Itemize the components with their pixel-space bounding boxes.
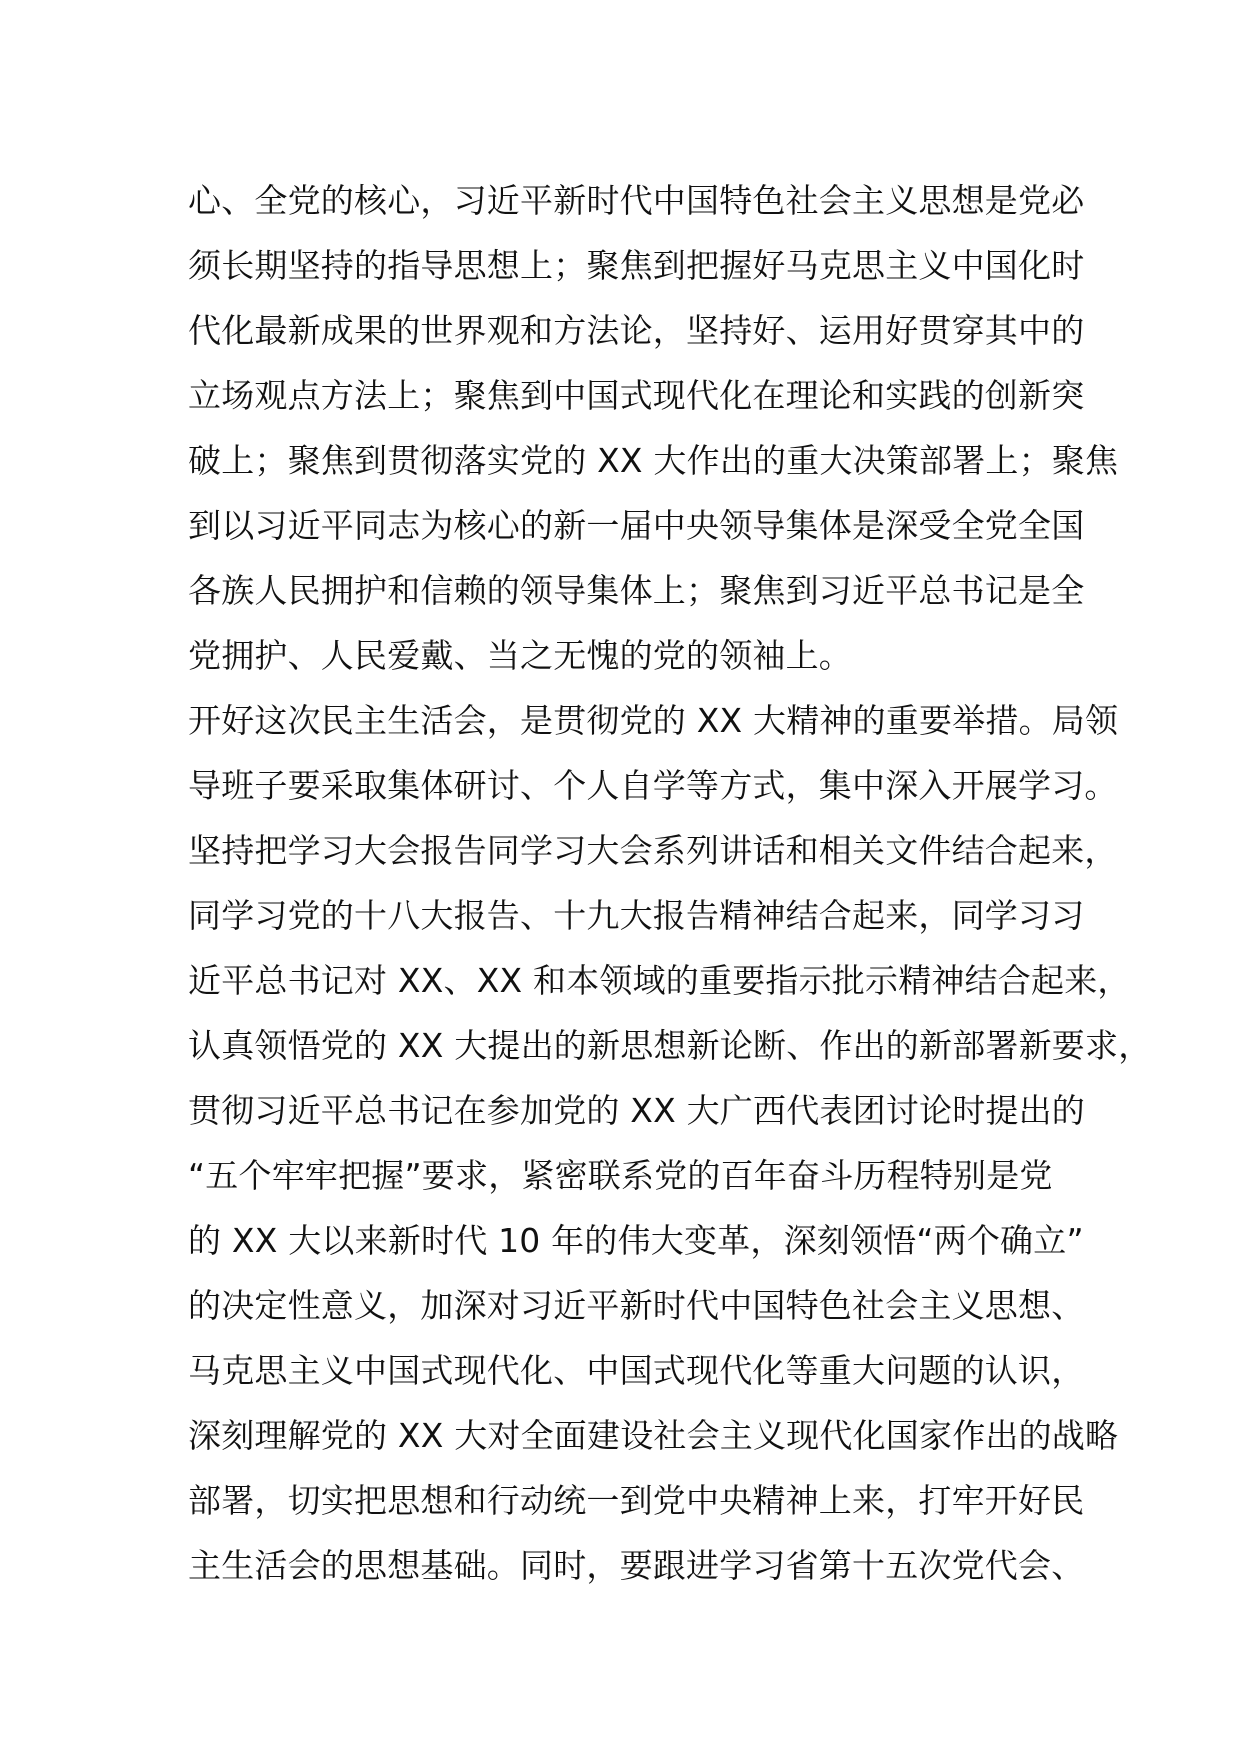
- text-line: 党拥护、人民爱戴、当之无愧的党的领袖上。: [188, 636, 852, 675]
- text-line: 导班子要采取集体研讨、个人自学等方式，集中深入开展学习。: [188, 766, 1118, 805]
- text-line: 马克思主义中国式现代化、中国式现代化等重大问题的认识，: [188, 1351, 1085, 1390]
- text-line: 各族人民拥护和信赖的领导集体上；聚焦到习近平总书记是全: [188, 571, 1085, 610]
- text-line: 代化最新成果的世界观和方法论，坚持好、运用好贯穿其中的: [188, 311, 1085, 350]
- body-text: [188, 168, 1152, 1598]
- text-line: “五个牢牢把握”要求，紧密联系党的百年奋斗历程特别是党: [188, 1156, 1053, 1195]
- text-line: 破上；聚焦到贯彻落实党的 XX 大作出的重大决策部署上；聚焦: [188, 441, 1119, 480]
- text-line: 深刻理解党的 XX 大对全面建设社会主义现代化国家作出的战略: [188, 1416, 1119, 1455]
- text-line: 同学习党的十八大报告、十九大报告精神结合起来，同学习习: [188, 896, 1085, 935]
- text-line: 近平总书记对 XX、XX 和本领域的重要指示批示精神结合起来，: [188, 961, 1131, 1000]
- text-line: 到以习近平同志为核心的新一届中央领导集体是深受全党全国: [188, 506, 1085, 545]
- text-line: 开好这次民主生活会，是贯彻党的 XX 大精神的重要举措。局领: [188, 701, 1119, 740]
- text-line: 的 XX 大以来新时代 10 年的伟大变革，深刻领悟“两个确立”: [188, 1221, 1084, 1260]
- text-line: 立场观点方法上；聚焦到中国式现代化在理论和实践的创新突: [188, 376, 1085, 415]
- text-line: 部署，切实把思想和行动统一到党中央精神上来，打牢开好民: [188, 1481, 1085, 1520]
- text-line: 须长期坚持的指导思想上；聚焦到把握好马克思主义中国化时: [188, 246, 1085, 285]
- text-line: 心、全党的核心，习近平新时代中国特色社会主义思想是党必: [188, 181, 1085, 220]
- text-line: 的决定性意义，加深对习近平新时代中国特色社会主义思想、: [188, 1286, 1085, 1325]
- text-line: 贯彻习近平总书记在参加党的 XX 大广西代表团讨论时提出的: [188, 1091, 1085, 1130]
- text-line: 认真领悟党的 XX 大提出的新思想新论断、作出的新部署新要求，: [188, 1026, 1152, 1065]
- text-line: 坚持把学习大会报告同学习大会系列讲话和相关文件结合起来，: [188, 831, 1118, 870]
- text-line: 主生活会的思想基础。同时，要跟进学习省第十五次党代会、: [188, 1546, 1085, 1585]
